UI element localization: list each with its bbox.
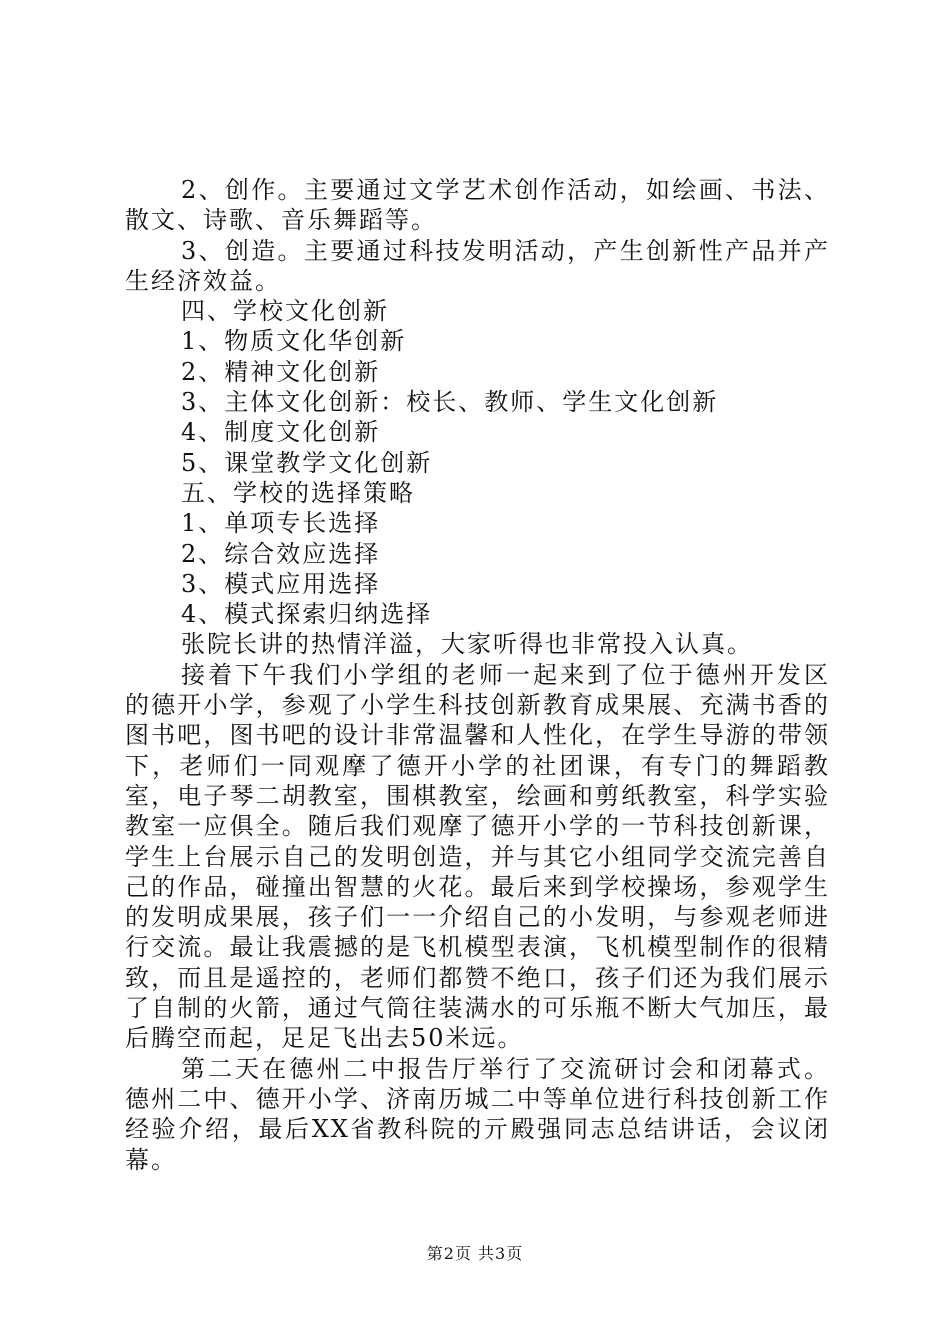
section-heading-selection-strategy: 五、学校的选择策略 — [181, 478, 415, 507]
paragraph-lecture-summary: 张院长讲的热情洋溢，大家听得也非常投入认真。 — [181, 630, 753, 659]
list-item: 2、综合效应选择 — [181, 539, 381, 568]
list-item: 1、物质文化华创新 — [181, 327, 407, 356]
page-footer: 第2页 共3页 — [426, 1244, 524, 1263]
list-item: 4、模式探索归纳选择 — [181, 600, 433, 629]
list-item: 5、课堂教学文化创新 — [181, 448, 433, 477]
list-item: 3、模式应用选择 — [181, 569, 381, 598]
paragraph-closing: 第二天在德州二中报告厅举行了交流研讨会和闭幕式。德州二中、德开小学、济南历城二中等单位进行科技创新工作经验介绍，最后XX省教科院的亓殿强同志总结讲话，会议闭幕。 — [125, 1054, 830, 1174]
list-item: 4、制度文化创新 — [181, 418, 381, 447]
list-item: 3、主体文化创新：校长、教师、学生文化创新 — [181, 388, 719, 417]
list-item: 2、精神文化创新 — [181, 357, 381, 386]
section-heading-school-culture: 四、学校文化创新 — [181, 297, 389, 326]
document-body — [125, 175, 830, 1175]
list-item: 1、单项专长选择 — [181, 509, 381, 538]
paragraph-creation: 2、创作。主要通过文学艺术创作活动，如绘画、书法、散文、诗歌、音乐舞蹈等。 — [125, 176, 830, 235]
paragraph-school-visit: 接着下午我们小学组的老师一起来到了位于德州开发区的德开小学，参观了小学生科技创新教育成果展、充满书香的图书吧，图书吧的设计非常温馨和人性化，在学生导游的带领下，老师们一同观摩了德开小学的社团课，有专门的舞蹈教室，电子琴二胡教室，围棋教室，绘画和剪纸教室，科学实验教室一应俱全。随后我们观摩了德开小学的一节科技创新课，学生上台展示自己的发明创造，并与其它小组同学交流完善自己的作品，碰撞出智慧的火花。最后来到学校操场，参观学生的发明成果展，孩子们一一介绍自己的小发明，与参观老师进行交流。最让我震撼的是飞机模型表演，飞机模型制作的很精致，而且是遥控的，老师们都赞不绝口，孩子们还为我们展示了自制的火箭，通过气筒往装满水的可乐瓶不断大气加压，最后腾空而起，足足飞出去50米远。 — [125, 660, 830, 1053]
paragraph-innovation: 3、创造。主要通过科技发明活动，产生创新性产品并产生经济效益。 — [125, 236, 830, 295]
